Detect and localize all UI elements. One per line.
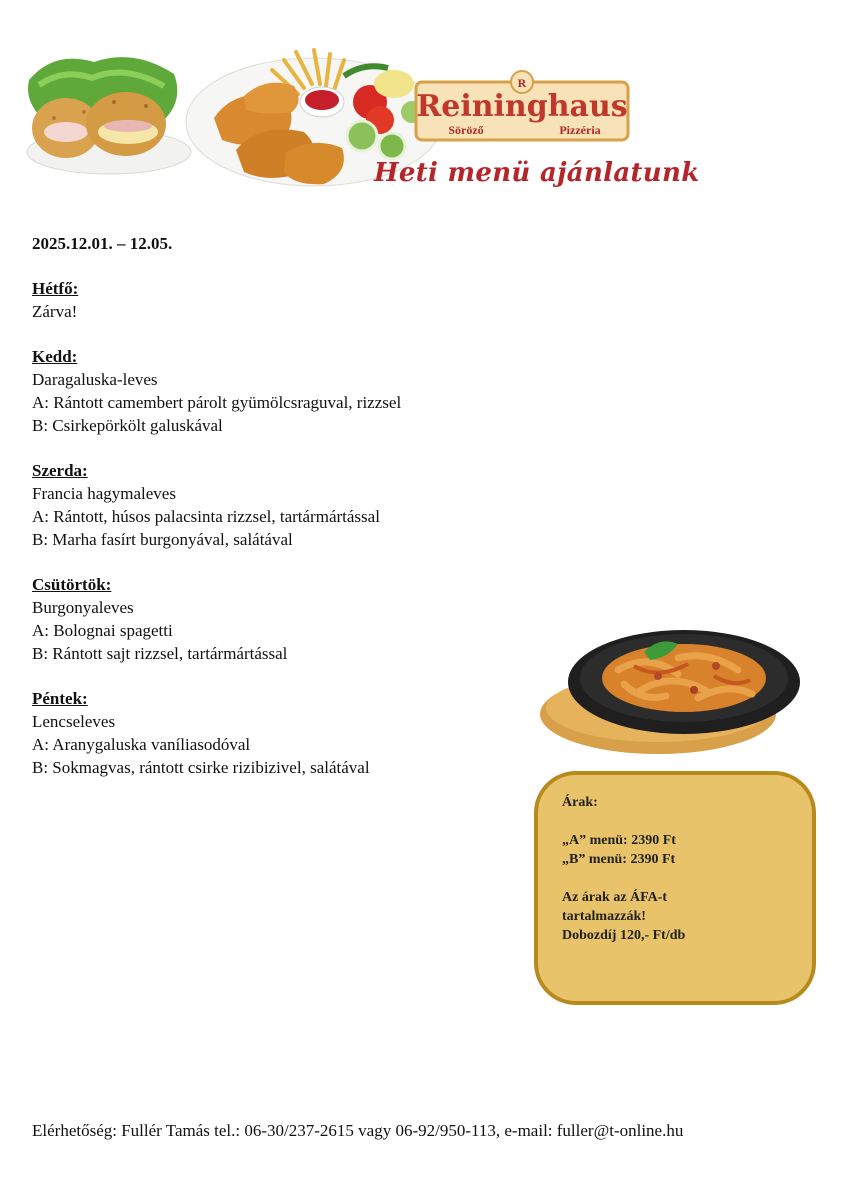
day-block-monday (32, 277, 552, 323)
pasta-skillet-image (538, 622, 806, 757)
date-range: 2025.12.01. – 12.05. (32, 234, 173, 253)
menu-item: Daragaluska-leves (32, 370, 158, 389)
menu-item: B: Marha fasírt burgonyával, salátával (32, 530, 293, 549)
menu-item: B: Csirkepörkölt galuskával (32, 416, 223, 435)
brand-sub-right: Pizzéria (559, 123, 601, 137)
day-name: Csütörtök: (32, 575, 112, 594)
weekly-menu-tagline: Heti menü ajánlatunk (374, 158, 700, 188)
price-box (534, 771, 816, 1005)
day-name: Szerda: (32, 461, 88, 480)
menu-item: Zárva! (32, 302, 78, 321)
day-name: Hétfő: (32, 279, 79, 298)
day-block-thursday (32, 573, 552, 665)
menu-item: A: Rántott camembert párolt gyümölcsraguval, rizzsel (32, 393, 402, 412)
menu-item: A: Bolognai spagetti (32, 621, 173, 640)
menu-item: A: Aranygaluska vaníliasodóval (32, 735, 251, 754)
prices-heading: Árak: (562, 795, 598, 810)
day-name: Péntek: (32, 689, 88, 708)
header-banner (24, 40, 700, 200)
menu-item: B: Rántott sajt rizzsel, tartármártással (32, 644, 288, 663)
vat-note-line-2: tartalmazzák! (562, 909, 646, 924)
vat-note-line-1: Az árak az ÁFA-t (562, 890, 668, 905)
brand-sub-left: Söröző (448, 123, 484, 137)
menu-item: Lencseleves (32, 712, 116, 731)
menu-item: Francia hagymaleves (32, 484, 176, 503)
logo-mark: R (517, 76, 527, 90)
menu-item: A: Rántott, húsos palacsinta rizzsel, tartármártással (32, 507, 380, 526)
brand-name: Reininghaus (416, 89, 628, 124)
menu-a-price: „A” menü: 2390 Ft (562, 833, 676, 848)
day-name: Kedd: (32, 347, 78, 366)
contact-footer: Elérhetőség: Fullér Tamás tel.: 06-30/237-2615 vagy 06-92/950-113, e-mail: fuller@t-online.hu (32, 1121, 684, 1140)
weekly-menu (32, 232, 552, 801)
menu-item: B: Sokmagvas, rántott csirke rizibizivel, salátával (32, 758, 370, 777)
day-block-tuesday (32, 345, 552, 437)
box-fee: Dobozdíj 120,- Ft/db (562, 928, 686, 943)
menu-b-price: „B” menü: 2390 Ft (562, 852, 676, 867)
menu-item: Burgonyaleves (32, 598, 134, 617)
reininghaus-logo (414, 70, 630, 144)
day-block-wednesday (32, 459, 552, 551)
day-block-friday (32, 687, 552, 779)
cordon-bleu-plate-image (24, 40, 194, 180)
